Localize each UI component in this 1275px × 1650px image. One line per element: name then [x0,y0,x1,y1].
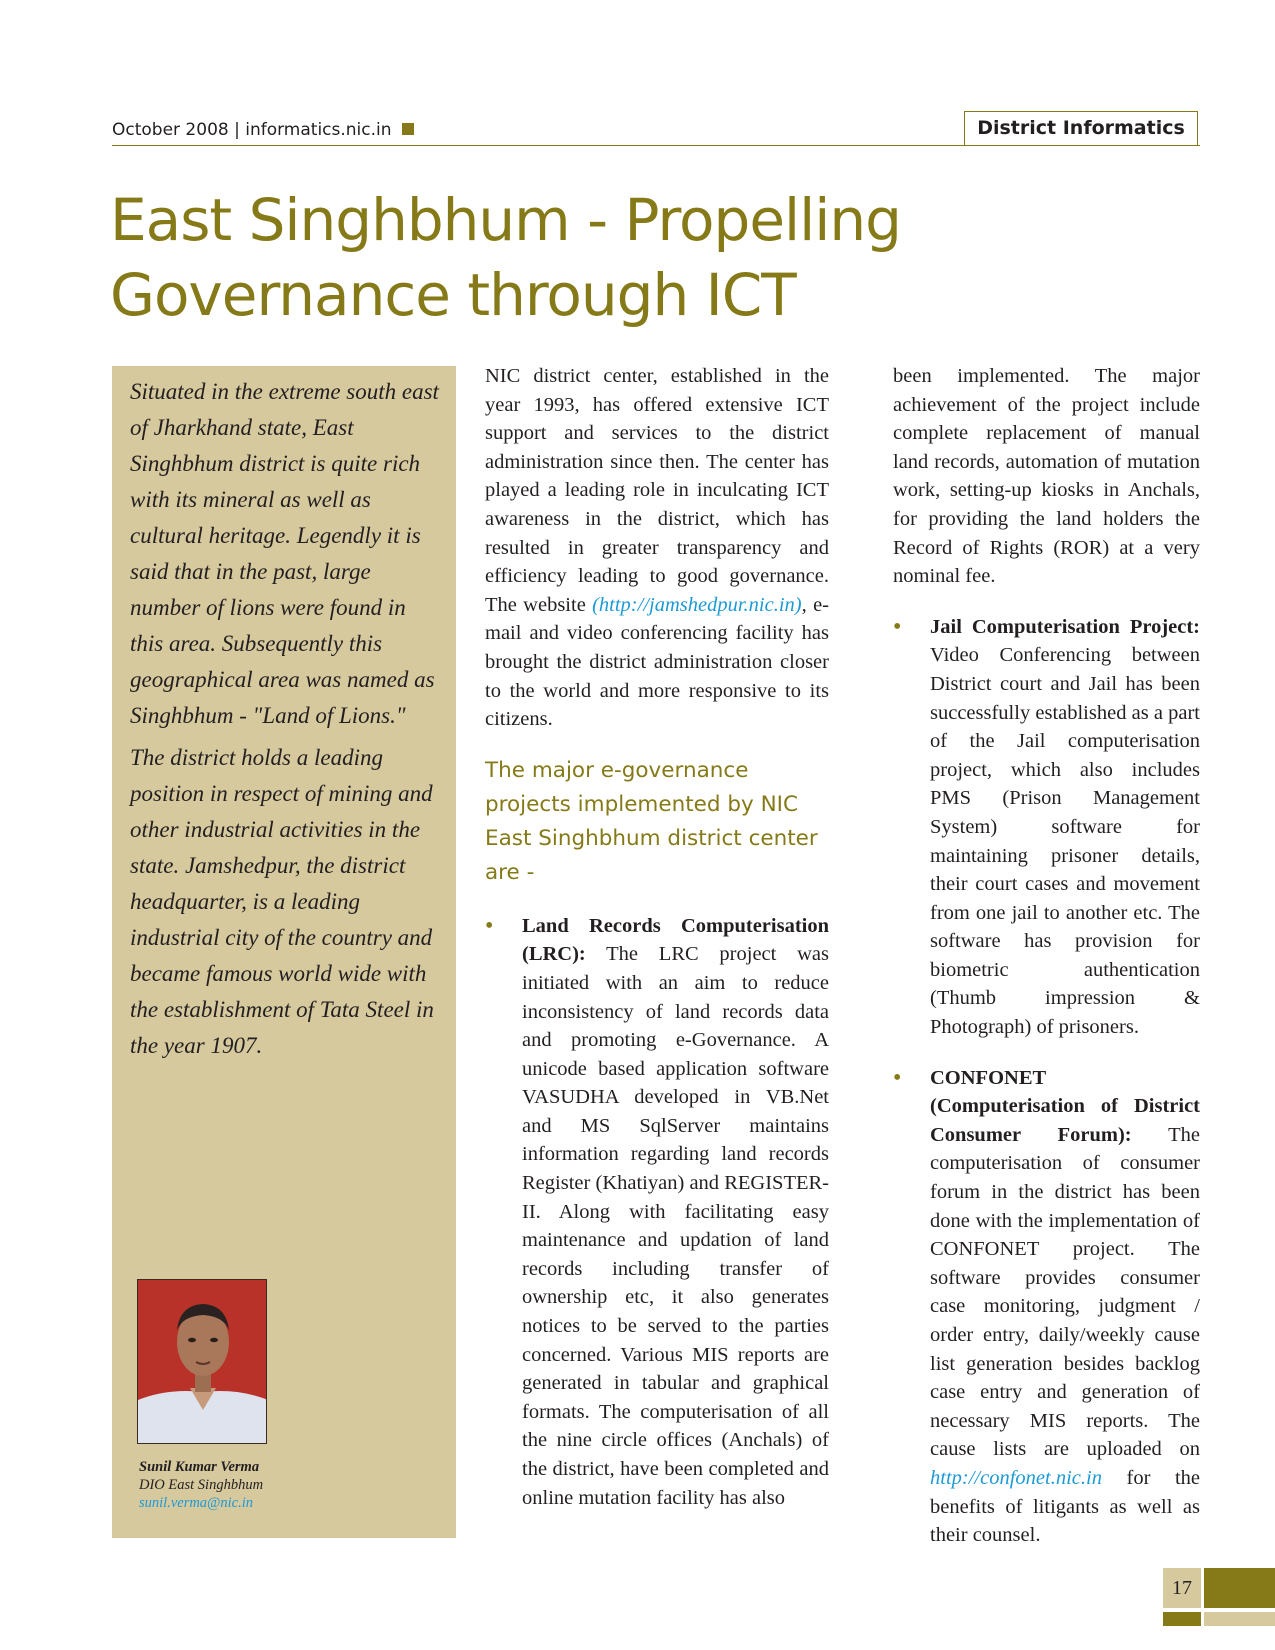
author-name: Sunil Kumar Verma [139,1459,260,1475]
confonet-text-end: for the benefits of litigants as well as their counsel. [930,1466,1200,1547]
sidebar-box [112,366,456,1538]
author-photo [137,1279,267,1444]
footer-accent-block [1204,1568,1275,1608]
footer-accent-strip [1163,1612,1201,1626]
author-credit [139,1458,263,1512]
column-right [893,362,1200,1572]
bullet-icon: • [893,1064,902,1091]
confonet-title: CONFONET (Computerisation of District Consumer Forum): [930,1066,1200,1146]
bullet-icon: • [893,613,902,640]
intro-text-end: , e-mail and video conferencing facility has brought the district administration closer to the world and more responsive to its citizens. [485,593,829,731]
article-title: East Singhbhum - Propelling Governance through ICT [110,186,901,329]
author-email-link[interactable]: sunil.verma@nic.in [139,1495,254,1511]
sidebar-paragraph-1: Situated in the extreme south east of Jharkhand state, East Singhbhum district is quite rich with its mineral as well as cultural heritage. Legendly it is said that in the past, large number of lions were found in this area. Subsequently this geographical area was named as Singhbhum - "Land of Lions." [130,379,439,728]
confonet-text: The computerisation of consumer forum in the district has been done with the implementation of CONFONET project. The software provides consumer case monitoring, judgment / order entry, daily/weekly cause list generation besides backlog case entry and generation of necessary MIS reports. The cause lists are uploaded on [930,1123,1200,1461]
projects-subheading: The major e-governance projects implemented by NIC East Singhbhum district center are - [485,757,818,885]
sidebar-text [130,374,442,1070]
header-square-icon [402,123,414,135]
jail-title: Jail Computerisation Project: [930,615,1200,638]
lrc-title: Land Records Computerisation (LRC): [522,914,829,966]
header-date-site [112,120,414,140]
page-number: 17 [1163,1568,1201,1608]
header-date-site-text: October 2008 | informatics.nic.in [112,120,392,140]
sidebar-paragraph-2: The district holds a leading position in respect of mining and other industrial activities in the state. Jamshedpur, the district headquarter, is a leading industrial city of the country and became famous world wide with the establishment of Tata Steel in the year 1907. [130,745,434,1058]
section-label: District Informatics [964,111,1198,146]
header-divider [112,145,1200,146]
website-link[interactable]: (http://jamshedpur.nic.in) [592,593,802,616]
bullet-icon: • [485,912,494,939]
intro-paragraph [485,362,829,734]
confonet-bullet-item [893,1064,1200,1550]
intro-text: NIC district center, established in the year 1993, has offered extensive ICT support and services to the district administration since then. The center has played a leading role in inculcating ICT awareness in the district, which has resulted in greater transparency and efficiency leading to good governance. The website [485,365,829,616]
jail-text: Video Conferencing between District court and Jail has been successfully established as a part of the Jail computerisation project, which also includes PMS (Prison Management System) software for maintaining prisoner details, their court cases and movement from one jail to another etc. The software has provision for biometric authentication (Thumb impression & Photograph) of prisoners. [930,644,1200,1039]
author-title: DIO East Singhbhum [139,1477,264,1493]
column-middle [485,362,829,1534]
lrc-continued: been implemented. The major achievement of the project include complete replacement of manual land records, automation of mutation work, setting-up kiosks in Anchals, for providing the land holders the Record of Rights (ROR) at a very nominal fee. [893,365,1200,588]
lrc-bullet-item [485,912,829,1512]
confonet-link[interactable]: http://confonet.nic.in [930,1466,1102,1489]
lrc-text: The LRC project was initiated with an aim to reduce inconsistency of land records data and promoting e-Governance. A unicode based application software VASUDHA developed in VB.Net and MS SqlServer maintains information regarding land records Register (Khatiyan) and REGISTER-II. Along with facilitating easy maintenance and updation of land records including transfer of ownership etc, it also generates notices to be served to the parties concerned. Various MIS reports are generated in tabular and graphical formats. The computerisation of all the nine circle offices (Anchals) of the district, have been completed and online mutation facility has also [522,943,829,1509]
footer-tan-strip [1204,1612,1275,1626]
jail-bullet-item [893,613,1200,1042]
